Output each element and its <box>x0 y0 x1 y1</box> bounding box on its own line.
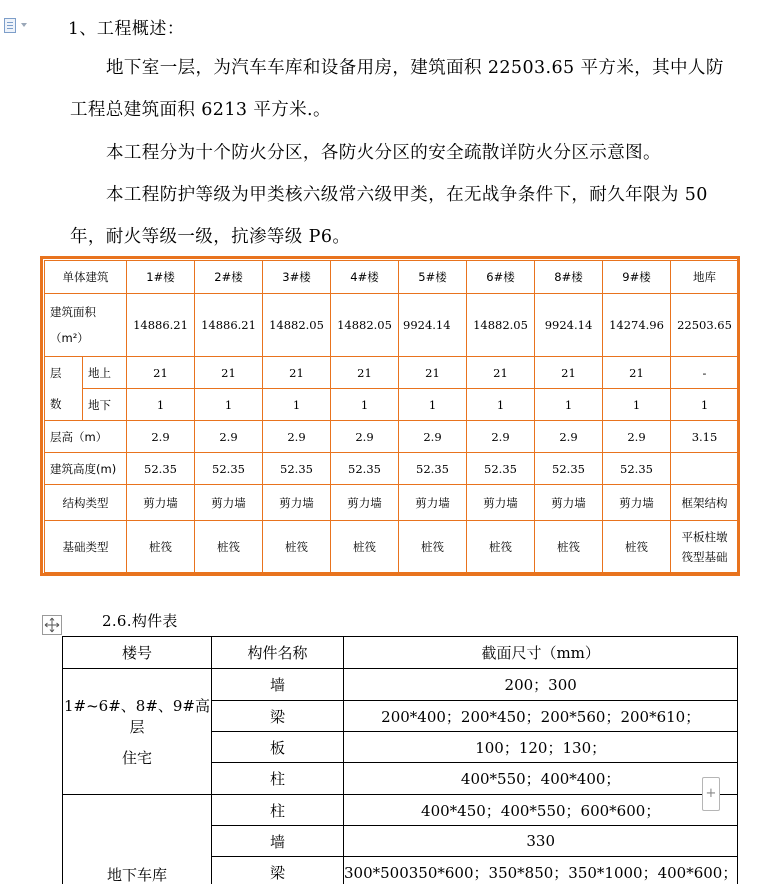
component-name-cell: 板 <box>212 732 344 763</box>
area-cell: 14882.05 <box>263 294 331 357</box>
foundation-cell: 桩筏 <box>535 521 603 573</box>
foundation-cell: 桩筏 <box>467 521 535 573</box>
below-cell: 1 <box>263 389 331 421</box>
table-row <box>45 357 739 389</box>
floor-height-cell: 2.9 <box>467 421 535 453</box>
paragraph-fire-zones: 本工程分为十个防火分区，各防火分区的安全疏散详防火分区示意图。 <box>106 143 661 163</box>
group-label-line2: 住宅 <box>121 749 152 767</box>
area-label: 建筑面积 <box>50 305 96 319</box>
building-height-cell: 52.35 <box>467 453 535 485</box>
building-height-cell: 52.35 <box>195 453 263 485</box>
paragraph-protection: 本工程防护等级为甲类核六级常六级甲类，在无战争条件下，耐久年限为 50 年，耐火等级一级，抗渗等级 P6。 <box>70 185 708 247</box>
table-row <box>63 637 738 669</box>
above-cell: 21 <box>467 357 535 389</box>
structure-cell: 剪力墙 <box>127 485 195 521</box>
component-name-cell: 梁 <box>212 701 344 732</box>
foundation-cell: 桩筏 <box>127 521 195 573</box>
above-cell: 21 <box>127 357 195 389</box>
document-outline-icon[interactable] <box>4 18 32 34</box>
below-cell: 1 <box>399 389 467 421</box>
column-header: 8#楼 <box>535 261 603 294</box>
structure-cell: 剪力墙 <box>467 485 535 521</box>
group-label-line1: 1#~6#、8#、9#高层 <box>63 697 211 736</box>
area-cell: 14274.96 <box>603 294 671 357</box>
table-row <box>63 669 738 701</box>
component-size-cell: 400*450；400*550；600*600； <box>344 795 738 826</box>
column-header: 9#楼 <box>603 261 671 294</box>
component-name-cell: 柱 <box>212 795 344 826</box>
building-height-cell: 52.35 <box>263 453 331 485</box>
foundation-garage-line1: 平板柱墩 <box>681 529 728 544</box>
floor-height-cell: 2.9 <box>263 421 331 453</box>
column-header: 4#楼 <box>331 261 399 294</box>
building-height-cell: 52.35 <box>331 453 399 485</box>
component-size-cell: 300*500350*600；350*850；350*1000；400*600； <box>344 857 738 888</box>
paragraph-overview: 地下室一层，为汽车车库和设备用房，建筑面积 22503.65 平方米，其中人防工程总建筑面积 6213 平方米.。 <box>70 58 724 120</box>
foundation-garage-line2: 筏型基础 <box>681 549 728 564</box>
floor-height-label: 层高（m） <box>45 421 127 453</box>
above-cell: 21 <box>331 357 399 389</box>
area-cell: 14882.05 <box>467 294 535 357</box>
floor-height-cell: 2.9 <box>331 421 399 453</box>
group-label-garage: 地下车库 <box>63 795 212 888</box>
table-row <box>45 521 739 573</box>
component-size-cell: 400*550；400*400； <box>344 763 738 795</box>
header-cell: 单体建筑 <box>45 261 127 294</box>
building-height-cell: 52.35 <box>535 453 603 485</box>
column-header: 3#楼 <box>263 261 331 294</box>
below-cell: 1 <box>127 389 195 421</box>
floor-height-cell: 2.9 <box>195 421 263 453</box>
column-header: 1#楼 <box>127 261 195 294</box>
foundation-label: 基础类型 <box>45 521 127 573</box>
column-header: 2#楼 <box>195 261 263 294</box>
area-unit: （m²） <box>50 331 89 345</box>
component-size-cell: 100；120；130； <box>344 732 738 763</box>
floor-height-cell: 2.9 <box>127 421 195 453</box>
column-header: 楼号 <box>63 637 212 669</box>
floor-height-cell: 2.9 <box>399 421 467 453</box>
building-height-cell: 52.35 <box>127 453 195 485</box>
area-cell: 9924.14 <box>399 294 467 357</box>
foundation-cell: 桩筏 <box>195 521 263 573</box>
structure-cell: 剪力墙 <box>263 485 331 521</box>
section-heading: 1、工程概述： <box>68 19 185 39</box>
table-row <box>45 421 739 453</box>
area-cell: 14886.21 <box>195 294 263 357</box>
floors-label-bottom: 数 <box>45 389 83 421</box>
foundation-cell-garage <box>671 521 739 573</box>
floors-label-top: 层 <box>45 357 83 389</box>
foundation-cell: 桩筏 <box>603 521 671 573</box>
component-size-cell: 200；300 <box>344 669 738 701</box>
area-cell: 14886.21 <box>127 294 195 357</box>
table-move-handle-icon[interactable] <box>42 615 62 635</box>
table-row <box>45 485 739 521</box>
foundation-cell: 桩筏 <box>331 521 399 573</box>
below-cell: 1 <box>603 389 671 421</box>
table-row <box>45 453 739 485</box>
add-row-button[interactable]: + <box>702 777 720 811</box>
building-height-label: 建筑高度(m) <box>45 453 127 485</box>
column-header: 5#楼 <box>399 261 467 294</box>
structure-cell: 剪力墙 <box>603 485 671 521</box>
area-cell: 22503.65 <box>671 294 739 357</box>
area-cell: 9924.14 <box>535 294 603 357</box>
above-cell: - <box>671 357 739 389</box>
floor-height-cell: 3.15 <box>671 421 739 453</box>
structure-cell: 剪力墙 <box>535 485 603 521</box>
above-cell: 21 <box>535 357 603 389</box>
structure-cell: 剪力墙 <box>195 485 263 521</box>
above-cell: 21 <box>603 357 671 389</box>
foundation-cell: 桩筏 <box>263 521 331 573</box>
above-label: 地上 <box>83 357 127 389</box>
building-summary-table <box>44 260 739 573</box>
below-cell: 1 <box>331 389 399 421</box>
below-cell: 1 <box>195 389 263 421</box>
column-header: 截面尺寸（mm） <box>344 637 738 669</box>
table-row <box>45 389 739 421</box>
above-cell: 21 <box>195 357 263 389</box>
component-table <box>62 636 738 888</box>
structure-cell: 剪力墙 <box>399 485 467 521</box>
component-size-cell: 200*400；200*450；200*560；200*610； <box>344 701 738 732</box>
group-label-residential <box>63 669 212 795</box>
foundation-cell: 桩筏 <box>399 521 467 573</box>
table-row <box>45 261 739 294</box>
structure-label: 结构类型 <box>45 485 127 521</box>
row-label-area <box>45 294 127 357</box>
below-label: 地下 <box>83 389 127 421</box>
column-header: 地库 <box>671 261 739 294</box>
below-cell: 1 <box>671 389 739 421</box>
above-cell: 21 <box>399 357 467 389</box>
structure-cell: 剪力墙 <box>331 485 399 521</box>
floor-height-cell: 2.9 <box>603 421 671 453</box>
building-height-cell: 52.35 <box>399 453 467 485</box>
below-cell: 1 <box>535 389 603 421</box>
building-height-cell: 52.35 <box>603 453 671 485</box>
building-height-cell <box>671 453 739 485</box>
table-row <box>45 294 739 357</box>
structure-cell: 框架结构 <box>671 485 739 521</box>
component-name-cell: 柱 <box>212 763 344 795</box>
area-cell: 14882.05 <box>331 294 399 357</box>
component-name-cell: 墙 <box>212 826 344 857</box>
section-title: 2.6.构件表 <box>102 612 178 630</box>
below-cell: 1 <box>467 389 535 421</box>
page-bottom-edge <box>0 884 780 889</box>
column-header: 6#楼 <box>467 261 535 294</box>
table-row <box>63 795 738 826</box>
floor-height-cell: 2.9 <box>535 421 603 453</box>
column-header: 构件名称 <box>212 637 344 669</box>
component-name-cell: 墙 <box>212 669 344 701</box>
component-name-cell: 梁 <box>212 857 344 888</box>
above-cell: 21 <box>263 357 331 389</box>
component-size-cell: 330 <box>344 826 738 857</box>
